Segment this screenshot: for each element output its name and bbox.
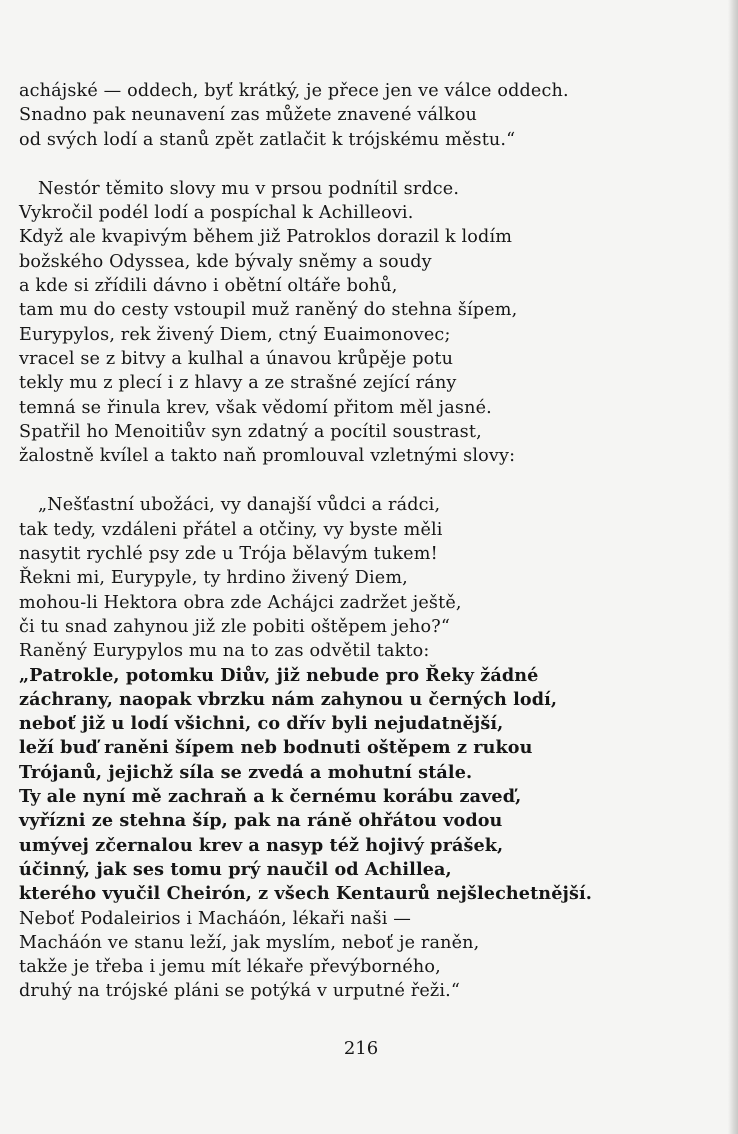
text-line: Ty ale nyní mě zachraň a k černému korábu zaveď, xyxy=(19,786,522,808)
text-line: temná se řinula krev, však vědomí přitom měl jasné. xyxy=(19,397,492,418)
text-line: od svých lodí a stanů zpět zatlačit k trójskému městu.“ xyxy=(19,129,516,150)
page-number xyxy=(0,1038,738,1059)
text-line: leží buď raněni šípem neb bodnuti oštěpem z rukou xyxy=(19,737,533,759)
text-line: takže je třeba i jemu mít lékaře převýborného, xyxy=(19,957,441,978)
page-edge-shadow xyxy=(728,0,738,1134)
text-line: božského Odyssea, kde bývaly sněmy a soudy xyxy=(19,251,432,272)
text-line: tekly mu z plecí i z hlavy a ze strašné zející rány xyxy=(19,373,457,394)
text-line: Raněný Eurypylos mu na to zas odvětil takto: xyxy=(19,641,430,662)
text-line: kterého vyučil Cheirón, z všech Kentaurů nejšlechetnější. xyxy=(19,883,592,905)
text-line: Když ale kvapivým během již Patroklos dorazil k lodím xyxy=(19,227,513,248)
stanza xyxy=(19,177,719,469)
text-line: Eurypylos, rek živený Diem, ctný Euaimonovec; xyxy=(19,324,451,345)
page-number-text: 216 xyxy=(343,1038,379,1059)
text-line: Nestór těmito slovy mu v prsou podnítil srdce. xyxy=(38,178,460,199)
text-line: umývej zčernalou krev a nasyp též hojivý prášek, xyxy=(19,834,504,856)
text-line: druhý na trójské pláni se potýká v urputné řeži.“ xyxy=(19,981,460,1002)
stanza xyxy=(19,79,719,152)
text-line: vyřízni ze stehna šíp, pak na ráně ohřátou vodou xyxy=(19,810,503,832)
text-line: vracel se z bitvy a kulhal a únavou krůpěje potu xyxy=(19,348,454,369)
text-line: či tu snad zahynou již zle pobiti oštěpem jeho?“ xyxy=(19,616,450,637)
text-line: Trójanů, jejichž síla se zvedá a mohutní stále. xyxy=(19,761,473,783)
poem-text xyxy=(19,79,719,1029)
text-line: Neboť Podaleirios i Macháón, lékaři naši — xyxy=(19,908,411,929)
text-line: Spatřil ho Menoitiův syn zdatný a pocítil soustrast, xyxy=(19,421,482,442)
text-line: Macháón ve stanu leží, jak myslím, neboť je raněn, xyxy=(19,932,480,953)
text-line: achájské — oddech, byť krátký, je přece jen ve válce oddech. xyxy=(19,81,569,101)
text-line: Vykročil podél lodí a pospíchal k Achilleovi. xyxy=(19,203,414,224)
text-line: účinný, jak ses tomu prý naučil od Achillea, xyxy=(19,858,452,880)
text-line: „Nešťastní ubožáci, vy danajší vůdci a rádci, xyxy=(38,495,441,516)
text-line: záchrany, naopak vbrzku nám zahynou u černých lodí, xyxy=(19,688,558,710)
stanza xyxy=(19,493,719,1003)
text-line: Snadno pak neunavení zas můžete znavené válkou xyxy=(19,105,477,126)
text-line: nasytit rychlé psy zde u Trója bělavým tukem! xyxy=(19,544,438,565)
text-line: mohou-li Hektora obra zde Achájci zadržet ještě, xyxy=(19,592,462,613)
text-line: tam mu do cesty vstoupil muž raněný do stehna šípem, xyxy=(19,300,518,321)
text-line: neboť již u lodí všichni, co dřív byli nejudatnější, xyxy=(19,713,504,735)
text-line: žalostně kvílel a takto naň promlouval vzletnými slovy: xyxy=(19,446,516,467)
text-line: „Patrokle, potomku Diův, již nebude pro Řeky žádné xyxy=(19,664,539,686)
text-line: a kde si zřídili dávno i obětní oltáře bohů, xyxy=(19,276,398,297)
text-line: Řekni mi, Eurypyle, ty hrdino živený Diem, xyxy=(19,568,408,589)
text-line: tak tedy, vzdáleni přátel a otčiny, vy byste měli xyxy=(19,519,443,540)
